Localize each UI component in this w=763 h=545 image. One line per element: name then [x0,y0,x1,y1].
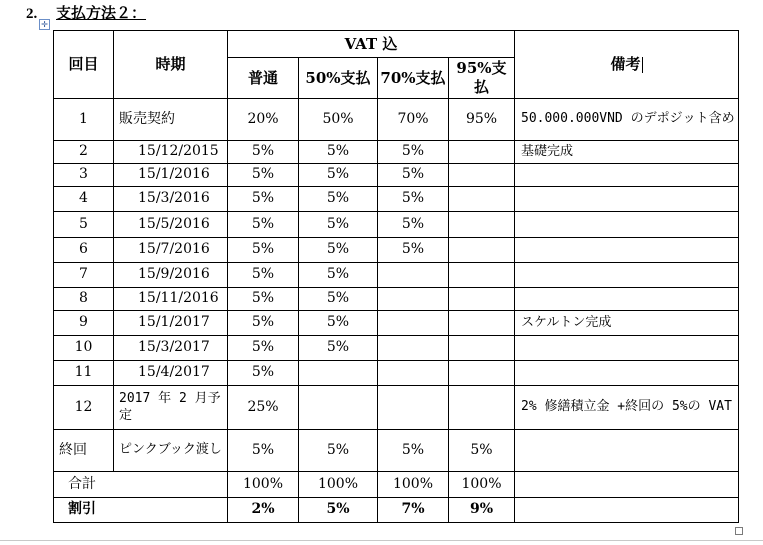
cell-pay50: 5% [299,311,378,336]
cell-pay50: 5% [299,164,378,187]
cell-pay95 [449,164,515,187]
cell-pay95 [449,386,515,430]
cell-round: 12 [54,386,114,430]
cell-round: 3 [54,164,114,187]
table-row [54,141,739,164]
cell-round: 6 [54,238,114,263]
cell-round: 4 [54,187,114,212]
cell-pay95 [449,361,515,386]
cell-period: 15/11/2016 [114,288,228,311]
cell-note [515,361,739,386]
total-pay50: 100% [299,472,378,498]
cell-period: 15/1/2016 [114,164,228,187]
table-row [54,361,739,386]
table-row [54,430,739,472]
cell-pay95 [449,141,515,164]
cell-normal: 5% [228,212,299,238]
cell-round: 9 [54,311,114,336]
total-row [54,472,739,498]
cell-period: 15/5/2016 [114,212,228,238]
section-number: 2. [26,6,38,22]
discount-pay50: 5% [299,498,378,523]
cell-period: 15/12/2015 [114,141,228,164]
discount-pay95: 9% [449,498,515,523]
cell-pay95: 95% [449,99,515,141]
cell-pay70: 5% [378,212,449,238]
header-remarks[interactable]: 備考 [515,31,739,99]
cell-pay50: 5% [299,430,378,472]
cell-pay70: 5% [378,187,449,212]
table-row [54,386,739,430]
cell-normal: 5% [228,336,299,361]
table-resize-handle-icon[interactable] [735,527,743,535]
header-pay70: 70%支払 [378,58,449,99]
cell-period: ピンクブック渡し [114,430,228,472]
cell-pay70 [378,288,449,311]
cell-normal: 5% [228,187,299,212]
table-row [54,164,739,187]
cell-pay70: 5% [378,141,449,164]
cell-round: 8 [54,288,114,311]
cell-normal: 20% [228,99,299,141]
discount-note [515,498,739,523]
cell-period: 15/3/2016 [114,187,228,212]
cell-period: 15/1/2017 [114,311,228,336]
cell-note [515,263,739,288]
cell-normal: 5% [228,263,299,288]
total-pay95: 100% [449,472,515,498]
cell-period: 販売契約 [114,99,228,141]
table-row [54,238,739,263]
cell-normal: 5% [228,430,299,472]
cell-note: 50.000.000VND のデポジット含め [515,99,739,141]
cell-pay50: 5% [299,263,378,288]
table-row [54,288,739,311]
cell-pay70 [378,311,449,336]
cell-normal: 5% [228,141,299,164]
page-divider [0,540,763,541]
cell-pay70: 70% [378,99,449,141]
header-period: 時期 [114,31,228,99]
cell-note [515,288,739,311]
cell-pay70: 5% [378,238,449,263]
cell-period: 15/4/2017 [114,361,228,386]
cell-round: 2 [54,141,114,164]
cell-pay50 [299,386,378,430]
cell-note [515,238,739,263]
header-pay50: 50%支払 [299,58,378,99]
cell-normal: 5% [228,361,299,386]
header-normal: 普通 [228,58,299,99]
text-cursor [642,57,643,73]
header-round: 回目 [54,31,114,99]
header-row-top [54,31,739,58]
cell-note [515,336,739,361]
table-row [54,336,739,361]
cell-pay95 [449,263,515,288]
cell-pay50: 5% [299,141,378,164]
cell-period: 15/7/2016 [114,238,228,263]
cell-period: 15/3/2017 [114,336,228,361]
cell-normal: 5% [228,288,299,311]
cell-note: スケルトン完成 [515,311,739,336]
cell-normal: 5% [228,164,299,187]
cell-pay70 [378,336,449,361]
discount-normal: 2% [228,498,299,523]
discount-row [54,498,739,523]
cell-round: 11 [54,361,114,386]
section-title: 支払方法２： [56,6,147,22]
cell-note: 2% 修繕積立金 +終回の 5%の VAT [515,386,739,430]
cell-pay50: 5% [299,288,378,311]
cell-note [515,164,739,187]
table-move-handle-icon[interactable]: ✛ [39,19,50,30]
cell-note [515,430,739,472]
payment-schedule-table [53,30,739,523]
cell-pay95 [449,238,515,263]
table-row [54,99,739,141]
table-row [54,263,739,288]
table-row [54,187,739,212]
cell-normal: 5% [228,311,299,336]
header-vat-group: VAT 込 [228,31,515,58]
cell-pay50 [299,361,378,386]
total-label: 合計 [54,472,228,498]
cell-pay70: 5% [378,430,449,472]
cell-note [515,212,739,238]
cell-period: 15/9/2016 [114,263,228,288]
cell-pay95 [449,187,515,212]
total-note [515,472,739,498]
discount-pay70: 7% [378,498,449,523]
cell-pay95 [449,336,515,361]
cell-pay70 [378,386,449,430]
cell-pay50: 5% [299,187,378,212]
cell-round: 5 [54,212,114,238]
discount-label: 割引 [54,498,228,523]
cell-note: 基礎完成 [515,141,739,164]
cell-period: 2017 年 2 月予定 [114,386,228,430]
cell-pay70: 5% [378,164,449,187]
cell-round: 1 [54,99,114,141]
cell-pay95: 5% [449,430,515,472]
total-pay70: 100% [378,472,449,498]
cell-pay70 [378,263,449,288]
cell-pay50: 5% [299,238,378,263]
cell-note [515,187,739,212]
cell-pay95 [449,212,515,238]
table-row [54,311,739,336]
total-normal: 100% [228,472,299,498]
cell-pay50: 5% [299,336,378,361]
cell-pay50: 5% [299,212,378,238]
table-row [54,212,739,238]
cell-pay50: 50% [299,99,378,141]
cell-round: 終回 [54,430,114,472]
cell-pay70 [378,361,449,386]
cell-normal: 5% [228,238,299,263]
cell-round: 10 [54,336,114,361]
cell-round: 7 [54,263,114,288]
cell-normal: 25% [228,386,299,430]
cell-pay95 [449,311,515,336]
header-pay95: 95%支払 [449,58,515,99]
cell-pay95 [449,288,515,311]
